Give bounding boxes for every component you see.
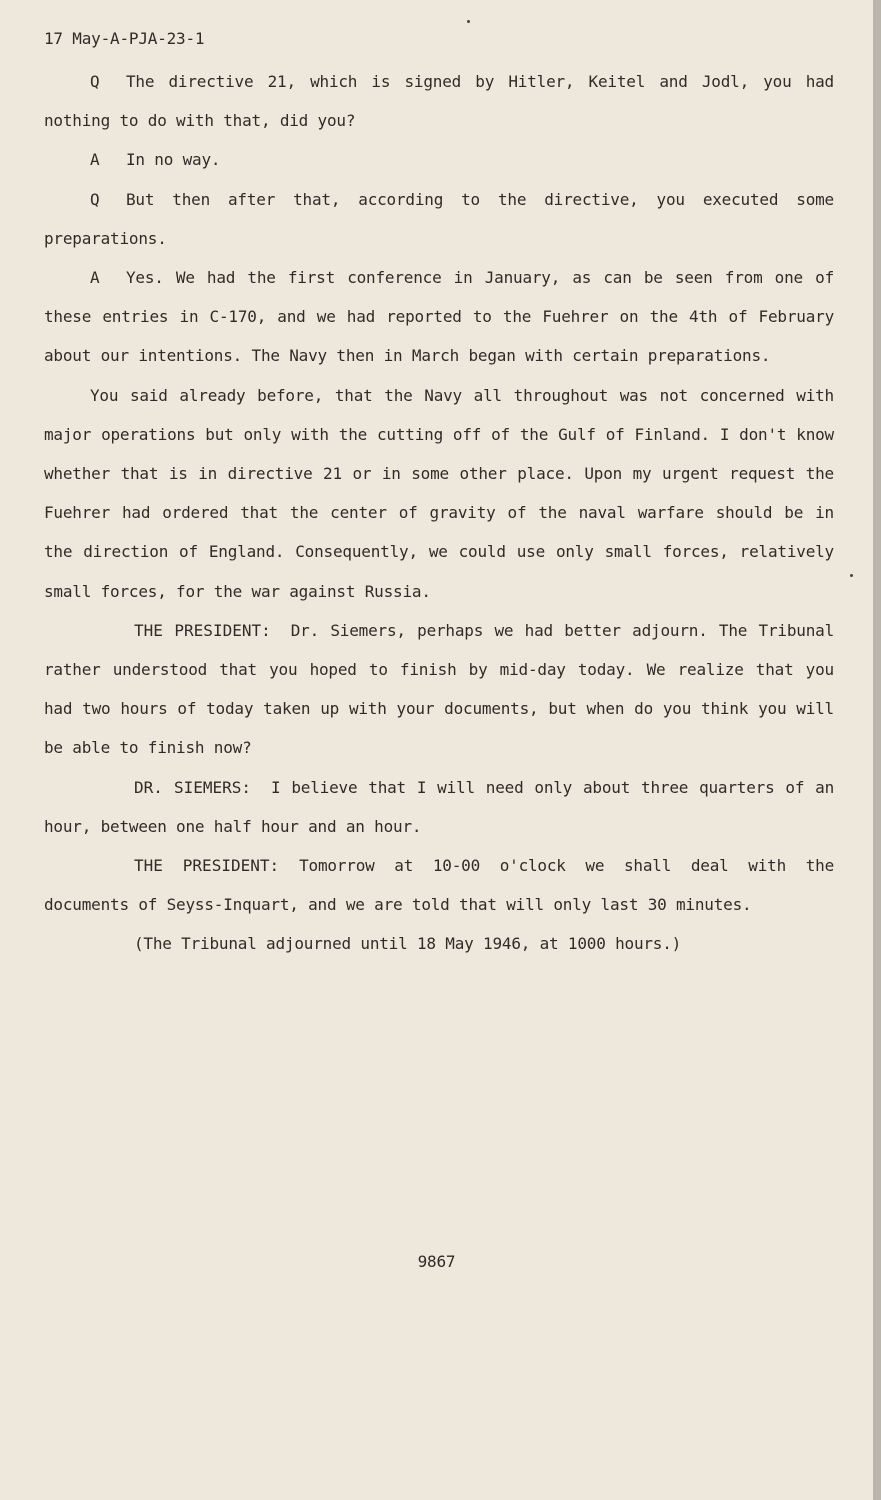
paragraph-text: I believe that I will need only about three quarters of an hour, between one half hour and an hour. xyxy=(44,777,835,836)
paragraph-text: (The Tribunal adjourned until 18 May 1946, at 1000 hours.) xyxy=(134,934,682,954)
paragraph-a-first-conference xyxy=(44,258,834,376)
paper-speck xyxy=(850,574,853,577)
question-marker: Q xyxy=(90,189,100,209)
speaker-label: THE PRESIDENT: xyxy=(134,620,271,640)
paragraph-president-adjourn xyxy=(44,611,834,768)
answer-marker: A xyxy=(90,150,100,170)
paragraph-siemers-reply xyxy=(44,768,834,846)
paragraph-adjournment-note xyxy=(44,924,834,963)
speaker-label: DR. SIEMERS: xyxy=(134,777,252,797)
paragraph-text: The directive 21, which is signed by Hitler, Keitel and Jodl, you had nothing to do with that, did you? xyxy=(44,72,834,131)
paragraph-q-directive-21 xyxy=(44,62,834,140)
answer-marker: A xyxy=(90,268,100,288)
paragraph-text: In no way. xyxy=(126,150,221,170)
paragraph-text: Dr. Siemers, perhaps we had better adjourn. The Tribunal rather understood that you hoped to finish by mid-day today. We realize that you had two hours of today taken up with your documents, but when do you think you will be able to finish now? xyxy=(44,620,835,758)
transcript-body xyxy=(44,62,834,964)
paragraph-text: Tomorrow at 10-00 o'clock we shall deal with the documents of Seyss-Inquart, and we are told that will only last 30 minutes. xyxy=(44,856,834,915)
paragraph-a-in-no-way xyxy=(44,140,834,179)
paragraph-president-tomorrow xyxy=(44,846,834,924)
page-number: 9867 xyxy=(417,1252,456,1271)
speaker-label: THE PRESIDENT: xyxy=(134,856,280,876)
paper-speck xyxy=(467,20,470,23)
document-header: 17 May-A-PJA-23-1 xyxy=(44,29,205,48)
paragraph-text: Yes. We had the first conference in January, as can be seen from one of these entries in C-170, and we had reported to the Fuehrer on the 4th of February about our intentions. The Navy then in March began with certain preparations. xyxy=(44,268,834,366)
paragraph-text: But then after that, according to the directive, you executed some preparations. xyxy=(44,189,834,248)
paragraph-text: You said already before, that the Navy all throughout was not concerned with major operations but only with the cutting off of the Gulf of Finland. I don't know whether that is in directive 21 or in some other place. Upon my urgent request the Fuehrer had ordered that the center of gravity of the naval warfare should be in the direction of England. Consequently, we could use only small forces, relatively small forces, for the war against Russia. xyxy=(44,385,834,601)
paragraph-navy-operations xyxy=(44,376,834,611)
question-marker: Q xyxy=(90,72,100,91)
paragraph-q-preparations xyxy=(44,180,834,258)
